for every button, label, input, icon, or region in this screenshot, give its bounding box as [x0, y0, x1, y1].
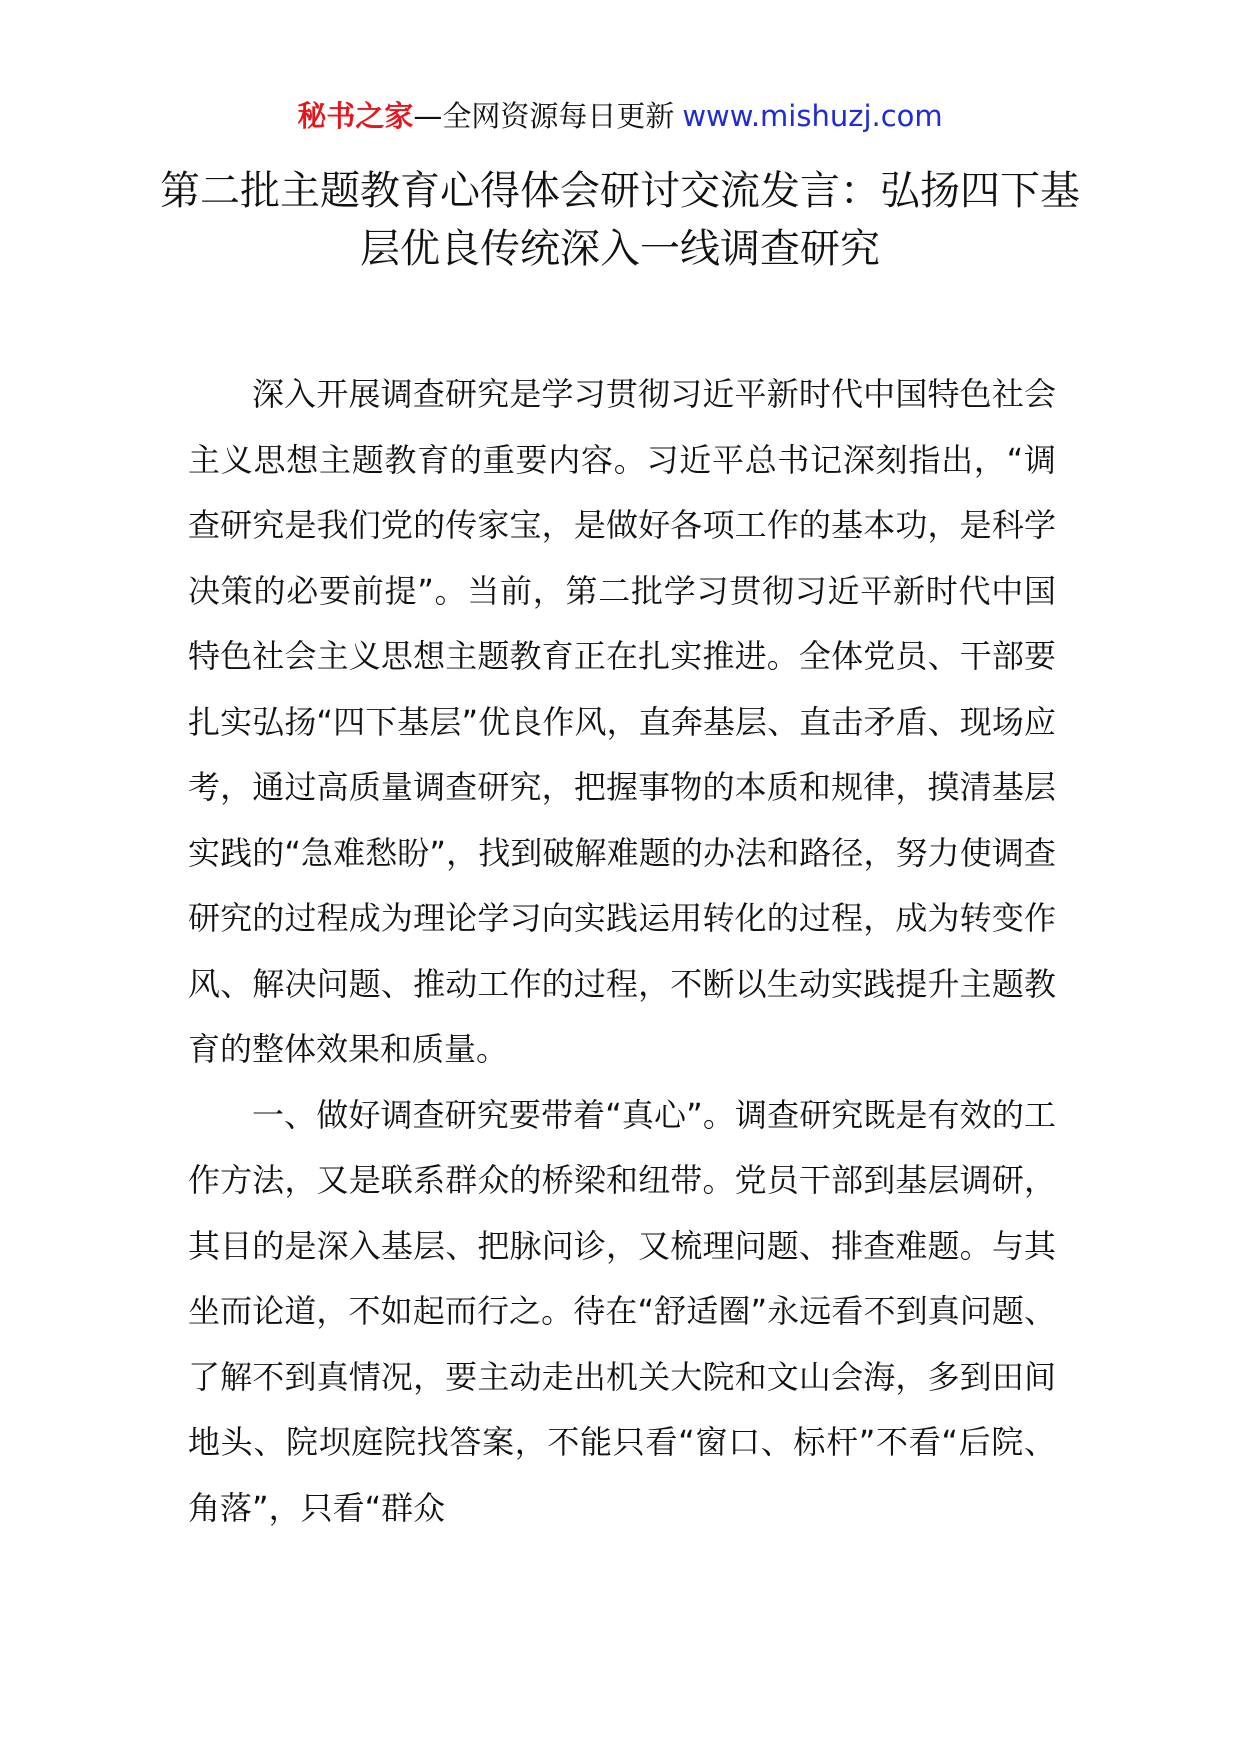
site-header — [0, 96, 1240, 136]
document-body — [188, 362, 1056, 1541]
section-one-paragraph: 一、做好调查研究要带着“真心”。调查研究既是有效的工作方法，又是联系群众的桥梁和纽带。党员干部到基层调研，其目的是深入基层、把脉问诊，又梳理问题、排查难题。与其坐而论道，不如起而行之。待在“舒适圈”永远看不到真问题、了解不到真情况，要主动走出机关大院和文山会海，多到田间地头、院坝庭院找答案，不能只看“窗口、标杆”不看“后院、角落”，只看“群众 — [188, 1095, 1056, 1527]
brand-name: 秘书之家 — [297, 99, 414, 133]
intro-paragraph: 深入开展调查研究是学习贯彻习近平新时代中国特色社会主义思想主题教育的重要内容。习近平总书记深刻指出，“调查研究是我们党的传家宝，是做好各项工作的基本功，是科学决策的必要前提”。当前，第二批学习贯彻习近平新时代中国特色社会主义思想主题教育正在扎实推进。全体党员、干部要扎实弘扬“四下基层”优良作风，直奔基层、直击矛盾、现场应考，通过高质量调查研究，把握事物的本质和规律，摸清基层实践的“急难愁盼”，找到破解难题的办法和路径，努力使调查研究的过程成为理论学习向实践运用转化的过程，成为转变作风、解决问题、推动工作的过程，不断以生动实践提升主题教育的整体效果和质量。 — [188, 375, 1056, 1068]
document-title: 第二批主题教育心得体会研讨交流发言：弘扬四下基层优良传统深入一线调查研究 — [160, 168, 1080, 272]
site-url-link[interactable]: www.mishuzj.com — [682, 99, 943, 133]
header-tagline: —全网资源每日更新 — [413, 99, 675, 133]
